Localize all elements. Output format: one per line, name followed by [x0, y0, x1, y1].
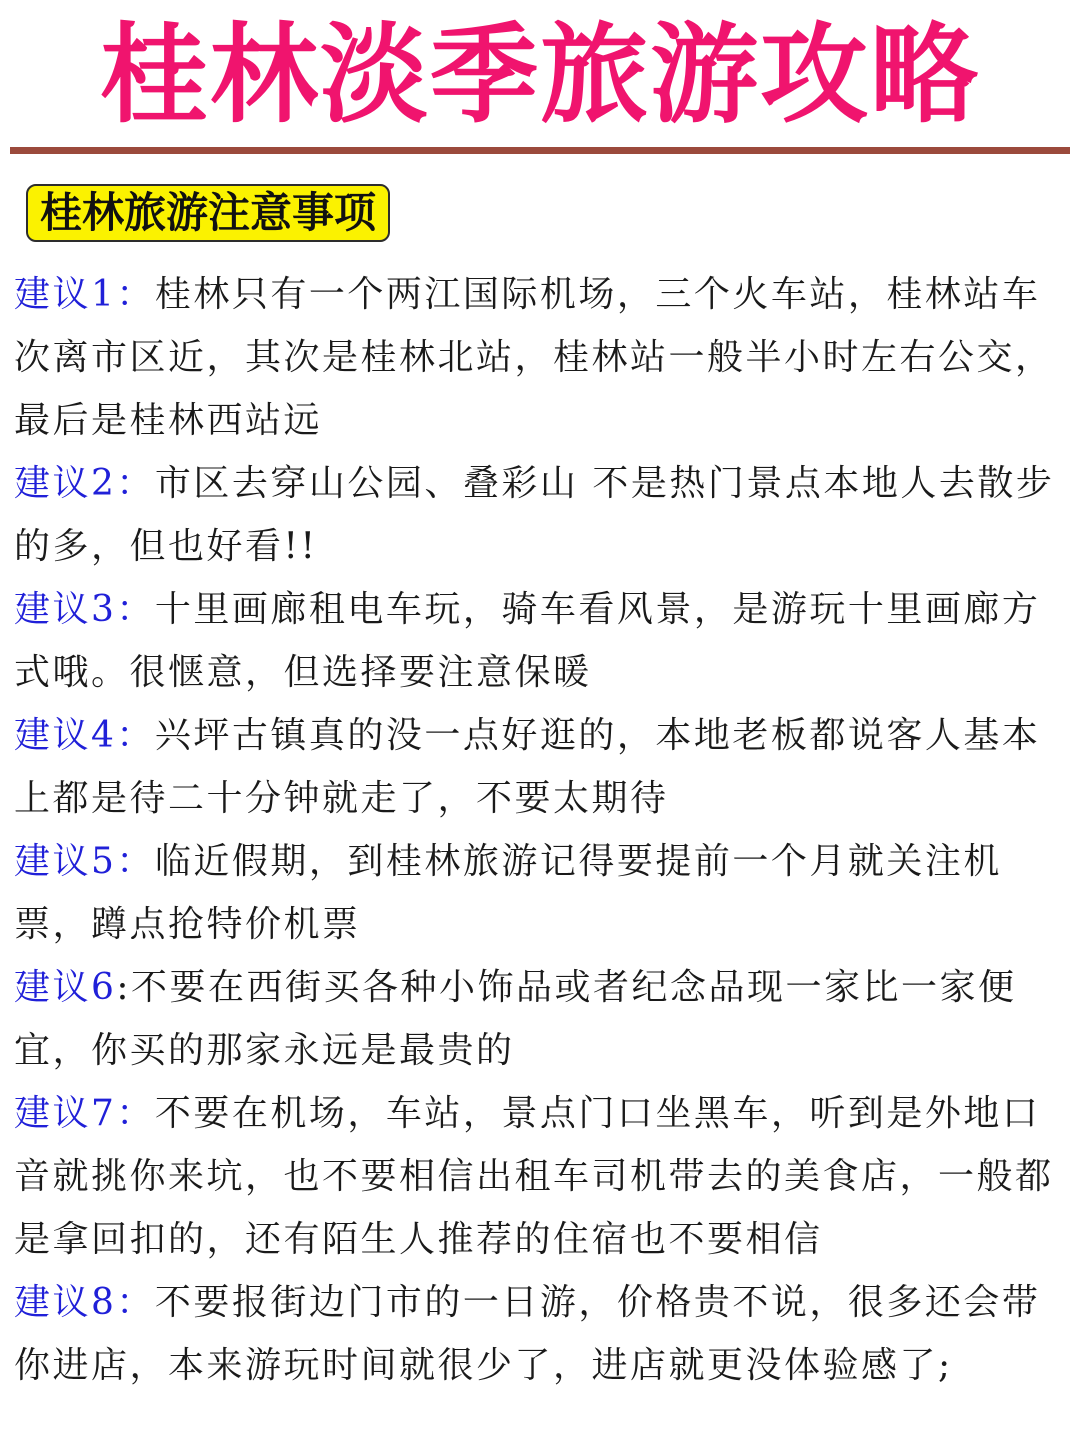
- tip-label: 建议4：: [14, 715, 155, 756]
- tip-text: 兴坪古镇真的没一点好逛的，本地老板都说客人基本上都是待二十分钟就走了，不要太期待: [14, 715, 1041, 819]
- tip-item-7: [14, 1082, 1072, 1271]
- title-divider: [10, 147, 1070, 154]
- tip-text: :不要在西街买各种小饰品或者纪念品现一家比一家便宜，你买的那家永远是最贵的: [14, 967, 1017, 1071]
- tip-item-3: [14, 578, 1072, 704]
- tip-text: 桂林只有一个两江国际机场，三个火车站，桂林站车次离市区近，其次是桂林北站，桂林站一般半小时左右公交，最后是桂林西站远: [14, 274, 1054, 441]
- tip-text: 不要报街边门市的一日游，价格贵不说，很多还会带你进店，本来游玩时间就很少了，进店就更没体验感了;: [14, 1282, 1041, 1386]
- tip-label: 建议6: [14, 967, 117, 1008]
- tip-item-5: [14, 830, 1072, 956]
- tip-item-2: [14, 452, 1072, 578]
- tip-label: 建议3：: [14, 589, 155, 630]
- tip-item-4: [14, 704, 1072, 830]
- tip-text: 不要在机场，车站，景点门口坐黑车，听到是外地口音就挑你来坑，也不要相信出租车司机带去的美食店，一般都是拿回扣的，还有陌生人推荐的住宿也不要相信: [14, 1093, 1054, 1260]
- tip-text: 临近假期，到桂林旅游记得要提前一个月就关注机票，蹲点抢特价机票: [14, 841, 1002, 945]
- tip-text: 十里画廊租电车玩，骑车看风景，是游玩十里画廊方式哦。很惬意，但选择要注意保暖: [14, 589, 1041, 693]
- tip-text: 市区去穿山公园、叠彩山 不是热门景点本地人去散步的多，但也好看!!: [14, 463, 1055, 567]
- section-badge: 桂林旅游注意事项: [26, 184, 390, 242]
- tip-item-1: [14, 263, 1072, 452]
- tip-item-6: [14, 956, 1072, 1082]
- tip-label: 建议1：: [14, 274, 155, 315]
- tip-label: 建议2：: [14, 463, 155, 504]
- page-title: 桂林淡季旅游攻略: [99, 13, 980, 138]
- tip-label: 建议5：: [14, 841, 155, 882]
- tip-label: 建议7：: [14, 1093, 155, 1134]
- tips-list: [14, 263, 1072, 1397]
- tip-item-8: [14, 1271, 1072, 1397]
- tip-label: 建议8：: [14, 1282, 155, 1323]
